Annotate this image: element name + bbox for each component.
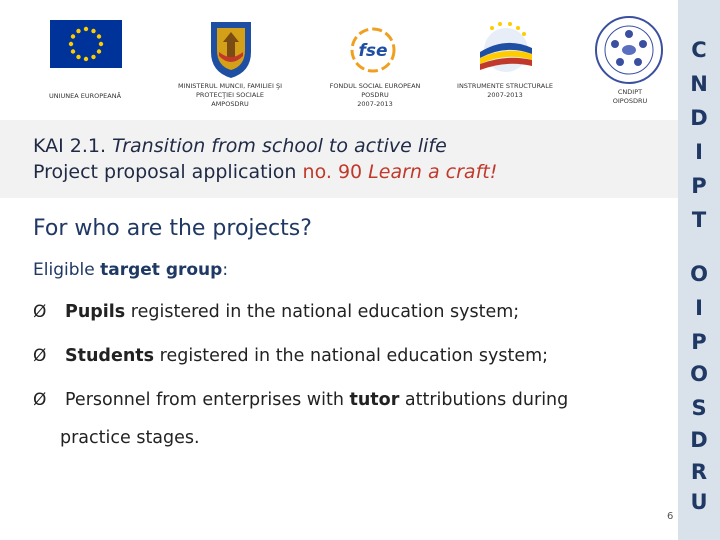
item-text: registered in the national education system; xyxy=(154,346,549,366)
eu-star-icon xyxy=(97,34,101,38)
sidebar-letter: U xyxy=(690,490,708,514)
eu-flag-icon xyxy=(50,20,122,68)
sidebar-letter: I xyxy=(695,296,703,320)
sidebar-letter: D xyxy=(690,106,708,130)
eu-star-icon xyxy=(76,29,80,33)
eu-star-icon xyxy=(91,29,95,33)
item-bold: tutor xyxy=(349,390,400,410)
eligible-line xyxy=(33,260,228,280)
logo-strip xyxy=(0,0,678,118)
fse-caption-line-3: 2007-2013 xyxy=(357,100,393,108)
eligible-prefix: Eligible xyxy=(33,260,101,280)
cndipt-caption xyxy=(600,88,660,106)
sidebar-letter: D xyxy=(690,428,708,452)
page-number: 6 xyxy=(667,511,674,522)
arrow-bullet-icon: Ø xyxy=(33,302,47,322)
title-kai: KAI 2.1. xyxy=(33,135,113,157)
sidebar-letter: R xyxy=(690,460,708,484)
sidebar-letter: S xyxy=(691,396,707,420)
title-project-name: Learn a craft! xyxy=(368,161,498,183)
ministry-caption xyxy=(170,82,290,109)
sidebar-letter: O xyxy=(690,262,708,286)
list-item-personnel xyxy=(33,390,568,410)
cndipt-logo xyxy=(593,14,665,86)
item-bold: Students xyxy=(65,346,155,366)
sidebar-letter: O xyxy=(690,362,708,386)
sidebar-letter: P xyxy=(691,330,707,354)
fse-caption-line-1: FONDUL SOCIAL EUROPEAN xyxy=(329,82,421,90)
title-project-number: no. 90 xyxy=(302,161,369,183)
eu-star-icon xyxy=(76,55,80,59)
section-heading: For who are the projects? xyxy=(33,216,312,241)
list-item-personnel-continuation: practice stages. xyxy=(60,428,200,448)
title-line-2 xyxy=(33,159,497,185)
structural-instruments-caption xyxy=(450,82,560,100)
ministry-caption-line-3: AMPOSDRU xyxy=(211,100,249,108)
item-text: registered in the national education system; xyxy=(125,302,520,322)
title-line-1 xyxy=(33,133,497,159)
structural-instruments-icon xyxy=(470,18,542,76)
slide-title xyxy=(33,133,497,185)
item-pre: Personnel from enterprises with xyxy=(65,390,350,410)
fse-logo-icon xyxy=(345,25,401,75)
eu-star-icon xyxy=(69,42,73,46)
cndipt-logo-icon xyxy=(593,14,665,86)
eu-star-icon xyxy=(71,34,75,38)
sidebar-letter: P xyxy=(691,174,707,198)
eu-star-icon xyxy=(97,49,101,53)
fse-mark-text: fse xyxy=(358,41,388,61)
sidebar-letter: N xyxy=(690,72,708,96)
coat-of-arms-logo xyxy=(205,18,257,80)
arrow-bullet-icon: Ø xyxy=(33,346,47,366)
eligible-bold: target group xyxy=(100,260,223,280)
eu-star-icon xyxy=(84,27,88,31)
list-item-students xyxy=(33,346,548,366)
item-text: attributions during xyxy=(399,390,569,410)
arrow-bullet-icon: Ø xyxy=(33,390,47,410)
coat-of-arms-icon xyxy=(205,18,257,80)
sidebar-letter: C xyxy=(691,38,707,62)
eu-flag-logo xyxy=(50,20,122,68)
list-item-pupils xyxy=(33,302,519,322)
eu-star-icon xyxy=(91,55,95,59)
eu-star-icon xyxy=(84,57,88,61)
title-line-2-a: Project proposal application xyxy=(33,161,303,183)
fse-logo xyxy=(345,25,401,75)
fse-caption xyxy=(325,82,425,109)
eu-star-icon xyxy=(71,49,75,53)
eu-star-icon xyxy=(99,42,103,46)
ministry-caption-line-1: MINISTERUL MUNCII, FAMILIEI ŞI xyxy=(178,82,282,90)
eu-caption: UNIUNEA EUROPEANĂ xyxy=(48,92,122,100)
title-kai-subject: Transition from school to active life xyxy=(112,135,447,157)
sidebar-letter: T xyxy=(691,208,707,232)
fse-caption-line-2: POSDRU xyxy=(361,91,389,99)
structural-instruments-caption-line-2: 2007-2013 xyxy=(487,91,523,99)
structural-instruments-logo xyxy=(470,18,542,76)
eligible-suffix: : xyxy=(222,260,229,280)
item-bold: Pupils xyxy=(65,302,126,322)
ministry-caption-line-2: PROTECŢIEI SOCIALE xyxy=(195,91,265,99)
structural-instruments-caption-line-1: INSTRUMENTE STRUCTURALE xyxy=(457,82,553,90)
cndipt-caption-line-1: CNDIPT xyxy=(617,88,643,96)
sidebar-letter: I xyxy=(695,140,703,164)
cndipt-caption-line-2: OIPOSDRU xyxy=(612,97,648,105)
